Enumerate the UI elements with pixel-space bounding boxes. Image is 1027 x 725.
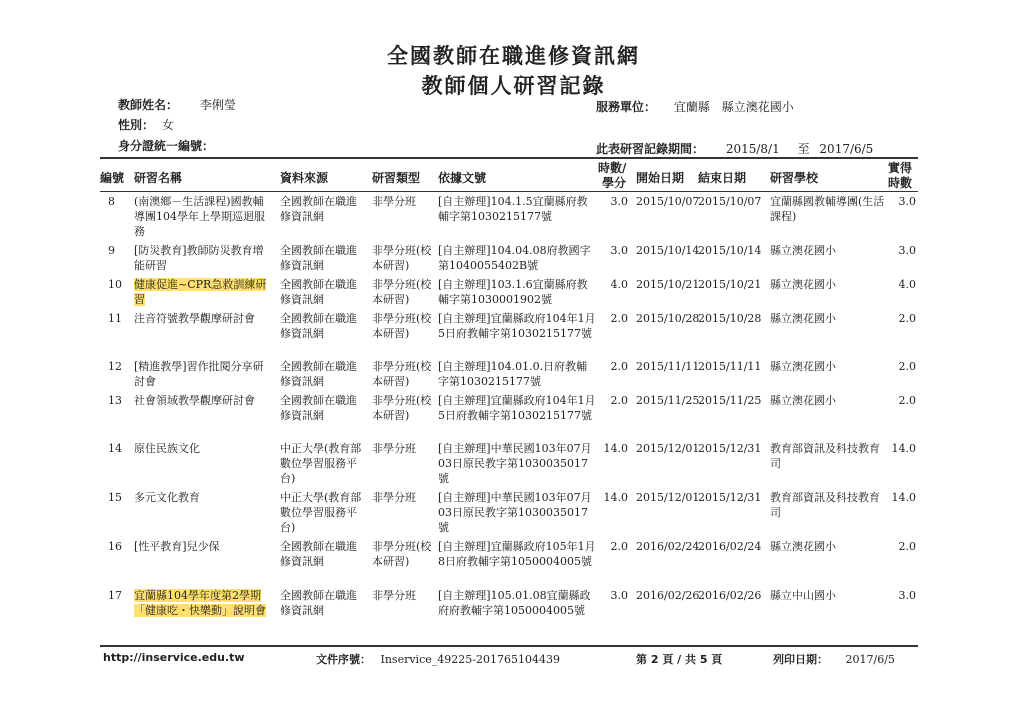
- row-earned: 2.0: [898, 540, 916, 553]
- row-school: 縣立中山國小: [770, 589, 836, 602]
- row-earned: 3.0: [898, 244, 916, 257]
- row-hours: 3.0: [610, 244, 628, 257]
- row-start: 2015/12/01: [636, 442, 700, 455]
- row-school: 縣立澳花國小: [770, 244, 836, 257]
- row-end: 2016/02/24: [698, 540, 762, 553]
- row-no: 11: [108, 312, 122, 325]
- row-source: 全國教師在職進修資訊網: [280, 195, 357, 223]
- service-unit-school: 縣立澳花國小: [721, 100, 794, 114]
- row-type: 非學分班(校本研習): [372, 312, 432, 340]
- row-source: 中正大學(教育部數位學習服務平台): [280, 491, 362, 534]
- print-date-label: 列印日期：: [773, 653, 828, 666]
- row-school: 縣立澳花國小: [770, 278, 836, 291]
- row-no: 15: [108, 491, 122, 504]
- serial-label: 文件序號：: [316, 653, 371, 666]
- row-earned: 2.0: [898, 312, 916, 325]
- period-from: 2015/8/1: [725, 142, 780, 156]
- row-end: 2015/10/14: [698, 244, 762, 257]
- row-source: 全國教師在職進修資訊網: [280, 312, 357, 340]
- gender-value: 女: [161, 118, 174, 132]
- record-period-label: 此表研習記錄期間：: [596, 142, 705, 156]
- row-school: 縣立澳花國小: [770, 394, 836, 407]
- row-basis: [自主辦理]103.1.6宜蘭縣府教輔字第1030001902號: [438, 278, 588, 306]
- row-name: 社會領域教學觀摩研討會: [134, 394, 255, 407]
- row-end: 2015/10/28: [698, 312, 762, 325]
- row-school: 縣立澳花國小: [770, 360, 836, 373]
- row-basis: [自主辦理]104.04.08府教國字第1040055402B號: [438, 244, 591, 272]
- document-title: 教師個人研習記錄: [421, 74, 606, 98]
- row-source: 中正大學(教育部數位學習服務平台): [280, 442, 362, 485]
- row-type: 非學分班(校本研習): [372, 360, 432, 388]
- row-end: 2015/11/11: [698, 360, 762, 373]
- row-no: 9: [108, 244, 115, 257]
- row-source: 全國教師在職進修資訊網: [280, 360, 357, 388]
- row-hours: 2.0: [610, 394, 628, 407]
- row-hours: 3.0: [610, 589, 628, 602]
- row-source: 全國教師在職進修資訊網: [280, 540, 357, 568]
- row-type: 非學分班(校本研習): [372, 244, 432, 272]
- print-date-field: [773, 651, 895, 667]
- teacher-name-label: 教師姓名：: [118, 98, 179, 112]
- row-name-highlight: [134, 588, 270, 618]
- row-basis: [自主辦理]宜蘭縣政府104年1月5日府教輔字第1030215177號: [438, 394, 596, 422]
- col-school: 研習學校: [770, 171, 819, 185]
- row-basis: [自主辦理]中華民國103年07月03日原民教字第1030035017號: [438, 491, 592, 534]
- row-hours: 14.0: [603, 442, 628, 455]
- bottom-rule: [100, 645, 918, 647]
- service-unit-county: 宜蘭縣: [673, 100, 710, 114]
- row-end: 2015/10/21: [698, 278, 762, 291]
- row-hours: 2.0: [610, 360, 628, 373]
- row-type: 非學分班(校本研習): [372, 394, 432, 422]
- row-no: 13: [108, 394, 122, 407]
- row-name: [性平教育]兒少保: [134, 540, 220, 553]
- row-earned: 3.0: [898, 195, 916, 208]
- col-no: 編號: [100, 171, 125, 185]
- row-name: 宜蘭縣104學年度第2學期「健康吃・快樂動」說明會: [134, 589, 266, 617]
- service-unit-label: 服務單位：: [596, 100, 657, 114]
- footer-url: http://inservice.edu.tw: [103, 651, 245, 664]
- row-source: 全國教師在職進修資訊網: [280, 589, 357, 617]
- row-start: 2015/10/07: [636, 195, 700, 208]
- row-hours: 2.0: [610, 312, 628, 325]
- row-type: 非學分班: [372, 589, 416, 602]
- row-end: 2015/10/07: [698, 195, 762, 208]
- row-end: 2015/11/25: [698, 394, 762, 407]
- header-rule: [100, 191, 918, 192]
- id-number-label: 身分證統一編號：: [118, 139, 215, 153]
- row-hours: 3.0: [610, 195, 628, 208]
- row-start: 2015/12/01: [636, 491, 700, 504]
- service-unit-field: [596, 98, 794, 115]
- row-earned: 3.0: [898, 589, 916, 602]
- row-school: 縣立澳花國小: [770, 312, 836, 325]
- row-school: 縣立澳花國小: [770, 540, 836, 553]
- row-source: 全國教師在職進修資訊網: [280, 278, 357, 306]
- col-hours-line2: 學分: [602, 176, 627, 190]
- col-hours-line1: 時數/: [598, 161, 627, 175]
- row-start: 2016/02/26: [636, 589, 700, 602]
- row-no: 17: [108, 589, 122, 602]
- col-start: 開始日期: [636, 171, 685, 185]
- row-hours: 4.0: [610, 278, 628, 291]
- row-type: 非學分班: [372, 491, 416, 504]
- col-type: 研習類型: [372, 171, 421, 185]
- row-source: 全國教師在職進修資訊網: [280, 394, 357, 422]
- row-name: 注音符號教學觀摩研討會: [134, 312, 255, 325]
- gender-field: [118, 116, 174, 133]
- row-name: (南澳鄉－生活課程)國教輔導團104學年上學期巡迴服務: [134, 195, 265, 238]
- row-hours: 14.0: [603, 491, 628, 504]
- row-type: 非學分班: [372, 442, 416, 455]
- footer-serial: [316, 651, 560, 667]
- id-number-field: [118, 137, 214, 154]
- row-source: 全國教師在職進修資訊網: [280, 244, 357, 272]
- row-earned: 14.0: [891, 491, 916, 504]
- row-type: 非學分班(校本研習): [372, 540, 432, 568]
- row-hours: 2.0: [610, 540, 628, 553]
- row-end: 2015/12/31: [698, 491, 762, 504]
- row-name: 多元文化教育: [134, 491, 200, 504]
- row-earned: 14.0: [891, 442, 916, 455]
- page-number: 第 2 頁 / 共 5 頁: [636, 653, 723, 666]
- row-name: 原住民族文化: [134, 442, 200, 455]
- row-no: 8: [108, 195, 115, 208]
- site-title: 全國教師在職進修資訊網: [387, 44, 640, 68]
- teacher-name-field: [118, 96, 236, 113]
- row-name: [精進教學]習作批閱分享研討會: [134, 360, 264, 388]
- top-rule: [100, 157, 918, 159]
- row-type: 非學分班(校本研習): [372, 278, 432, 306]
- row-no: 14: [108, 442, 122, 455]
- period-to-label: 至: [797, 142, 810, 156]
- period-to: 2017/6/5: [819, 142, 874, 156]
- row-basis: [自主辦理]宜蘭縣政府104年1月5日府教輔字第1030215177號: [438, 312, 596, 340]
- row-basis: [自主辦理]宜蘭縣政府105年1月8日府教輔字第1050004005號: [438, 540, 596, 568]
- col-name: 研習名稱: [134, 171, 183, 185]
- col-earned-line1: 實得: [888, 161, 913, 175]
- row-basis: [自主辦理]104.01.0.日府教輔字第1030215177號: [438, 360, 588, 388]
- row-start: 2015/10/14: [636, 244, 700, 257]
- row-name: 健康促進~CPR急救訓練研習: [134, 278, 267, 306]
- row-start: 2015/11/11: [636, 360, 700, 373]
- row-type: 非學分班: [372, 195, 416, 208]
- row-end: 2015/12/31: [698, 442, 762, 455]
- row-earned: 2.0: [898, 360, 916, 373]
- row-earned: 4.0: [898, 278, 916, 291]
- row-school: 教育部資訊及科技教育司: [770, 442, 880, 470]
- row-basis: [自主辦理]104.1.5宜蘭縣府教輔字第1030215177號: [438, 195, 588, 223]
- print-date: 2017/6/5: [845, 653, 895, 666]
- row-start: 2015/11/25: [636, 394, 700, 407]
- record-period-field: [596, 140, 873, 157]
- col-basis: 依據文號: [438, 171, 487, 185]
- row-end: 2016/02/26: [698, 589, 762, 602]
- row-name: [防災教育]教師防災教育增能研習: [134, 244, 264, 272]
- col-end: 結束日期: [698, 171, 747, 185]
- row-no: 12: [108, 360, 122, 373]
- gender-label: 性別：: [118, 118, 155, 132]
- row-basis: [自主辦理]105.01.08宜蘭縣政府府教輔字第1050004005號: [438, 589, 591, 617]
- teacher-name: 李俐瑩: [199, 98, 236, 112]
- row-start: 2016/02/24: [636, 540, 700, 553]
- row-basis: [自主辦理]中華民國103年07月03日原民教字第1030035017號: [438, 442, 592, 485]
- col-earned-line2: 時數: [888, 176, 913, 190]
- row-earned: 2.0: [898, 394, 916, 407]
- row-no: 16: [108, 540, 122, 553]
- serial-number: Inservice_49225-201765104439: [380, 653, 560, 666]
- row-no: 10: [108, 278, 122, 291]
- row-start: 2015/10/28: [636, 312, 700, 325]
- row-school: 教育部資訊及科技教育司: [770, 491, 880, 519]
- col-source: 資料來源: [280, 171, 329, 185]
- row-name-highlight: [134, 277, 270, 307]
- row-start: 2015/10/21: [636, 278, 700, 291]
- row-school: 宜蘭縣國教輔導團(生活課程): [770, 195, 885, 223]
